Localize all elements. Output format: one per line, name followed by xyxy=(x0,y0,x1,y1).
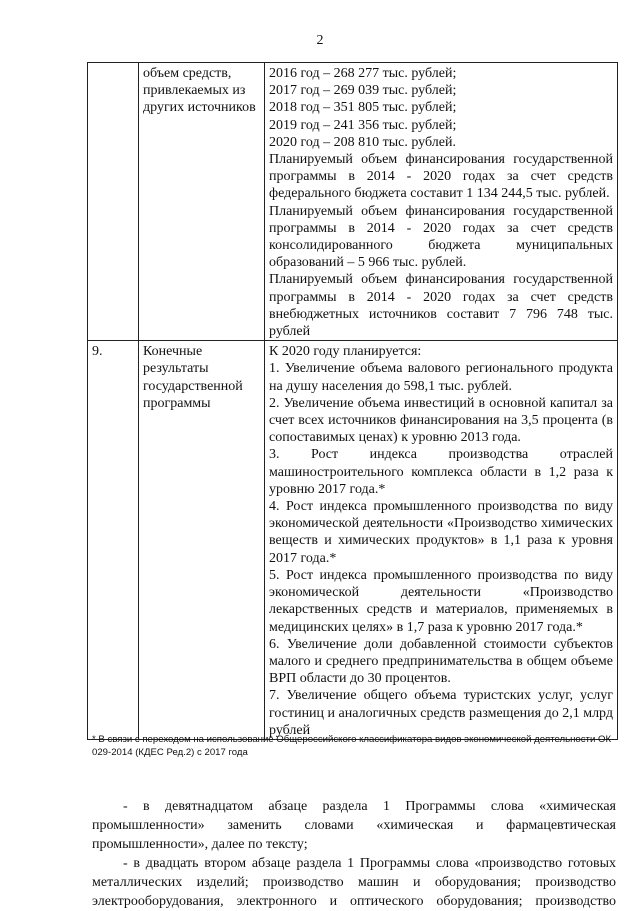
body-text xyxy=(92,797,616,911)
funding-year-line: 2016 год – 268 277 тыс. рублей; xyxy=(269,66,457,81)
funding-year-line: 2017 год – 269 039 тыс. рублей; xyxy=(269,83,457,99)
body-paragraph: - в девятнадцатом абзаце раздела 1 Программы слова «химическая промышленности» заменить словами «химическая и фармацевтическая промышленности», далее по тексту; xyxy=(92,799,616,852)
table-row-funding-sources xyxy=(88,63,618,341)
row-label-cell xyxy=(139,341,265,740)
result-item: 7. Увеличение общего объема туристских услуг, услуг гостиниц и аналогичных средств размещения до 2,1 млрд рублей xyxy=(269,688,613,738)
program-passport-table xyxy=(87,62,618,740)
footnote: * В связи с переходом на использование Общероссийского классификатора видов экономической деятельности ОК 029-2014 (КДЕС Ред.2) с 2017 года xyxy=(92,734,612,758)
funding-paragraph: Планируемый объем финансирования государственной программы в 2014 - 2020 годах за счет средств консолидированного бюджета муниципальных образований – 5 966 тыс. рублей. xyxy=(269,203,613,271)
row-content-cell xyxy=(265,341,618,740)
row-number-cell xyxy=(88,63,139,341)
result-item: 1. Увеличение объема валового регионального продукта на душу населения до 598,1 тыс. рублей. xyxy=(269,361,613,394)
row-content-cell xyxy=(265,63,618,341)
table-row-final-results xyxy=(88,341,618,740)
result-item: 6. Увеличение доли добавленной стоимости субъектов малого и среднего предпринимательства в общем объеме ВРП области до 30 процентов. xyxy=(269,636,613,687)
funding-paragraph: Планируемый объем финансирования государственной программы в 2014 - 2020 годах за счет средств внебюджетных источников составит 7 796 748 тыс. рублей xyxy=(269,272,613,340)
row-label: Конечные результаты государственной программы xyxy=(143,344,243,411)
page-number: 2 xyxy=(316,33,324,48)
funding-paragraph: Планируемый объем финансирования государственной программы в 2014 - 2020 годах за счет средств федерального бюджета составит 1 134 244,5 тыс. рублей. xyxy=(269,152,613,202)
funding-year-line: 2018 год – 351 805 тыс. рублей; xyxy=(269,100,457,116)
row-label: объем средств, привлекаемых из других источников xyxy=(143,66,256,116)
row-label-cell xyxy=(139,63,265,341)
results-intro: К 2020 году планируется: xyxy=(269,344,422,360)
funding-year-line: 2020 год – 208 810 тыс. рублей. xyxy=(269,134,456,150)
row-number: 9. xyxy=(92,344,103,360)
result-item: 4. Рост индекса промышленного производства по виду экономической деятельности «Производство химических веществ и химических продуктов» в 1,1 раза к уровня 2017 года.* xyxy=(269,499,613,566)
funding-year-line: 2019 год – 241 356 тыс. рублей; xyxy=(269,117,457,133)
result-item: 3. Рост индекса производства отраслей машиностроительного комплекса области в 1,2 раза к уровню 2017 года.* xyxy=(269,447,613,497)
result-item: 5. Рост индекса промышленного производства по виду экономической деятельности «Производство лекарственных средств и материалов, применяемых в медицинских целях» в 1,7 раза к уровню 2017 года.* xyxy=(269,567,613,635)
result-item: 2. Увеличение объема инвестиций в основной капитал за счет всех источников финансирования на 3,5 процента (в сопоставимых ценах) к уровню 2013 года. xyxy=(269,395,613,446)
body-paragraph: - в двадцать втором абзаце раздела 1 Программы слова «производство готовых металлических изделий; производство машин и оборудования; производство электрооборудования, электронного и оптического оборудования; производство xyxy=(92,856,616,909)
row-number-cell xyxy=(88,341,139,740)
